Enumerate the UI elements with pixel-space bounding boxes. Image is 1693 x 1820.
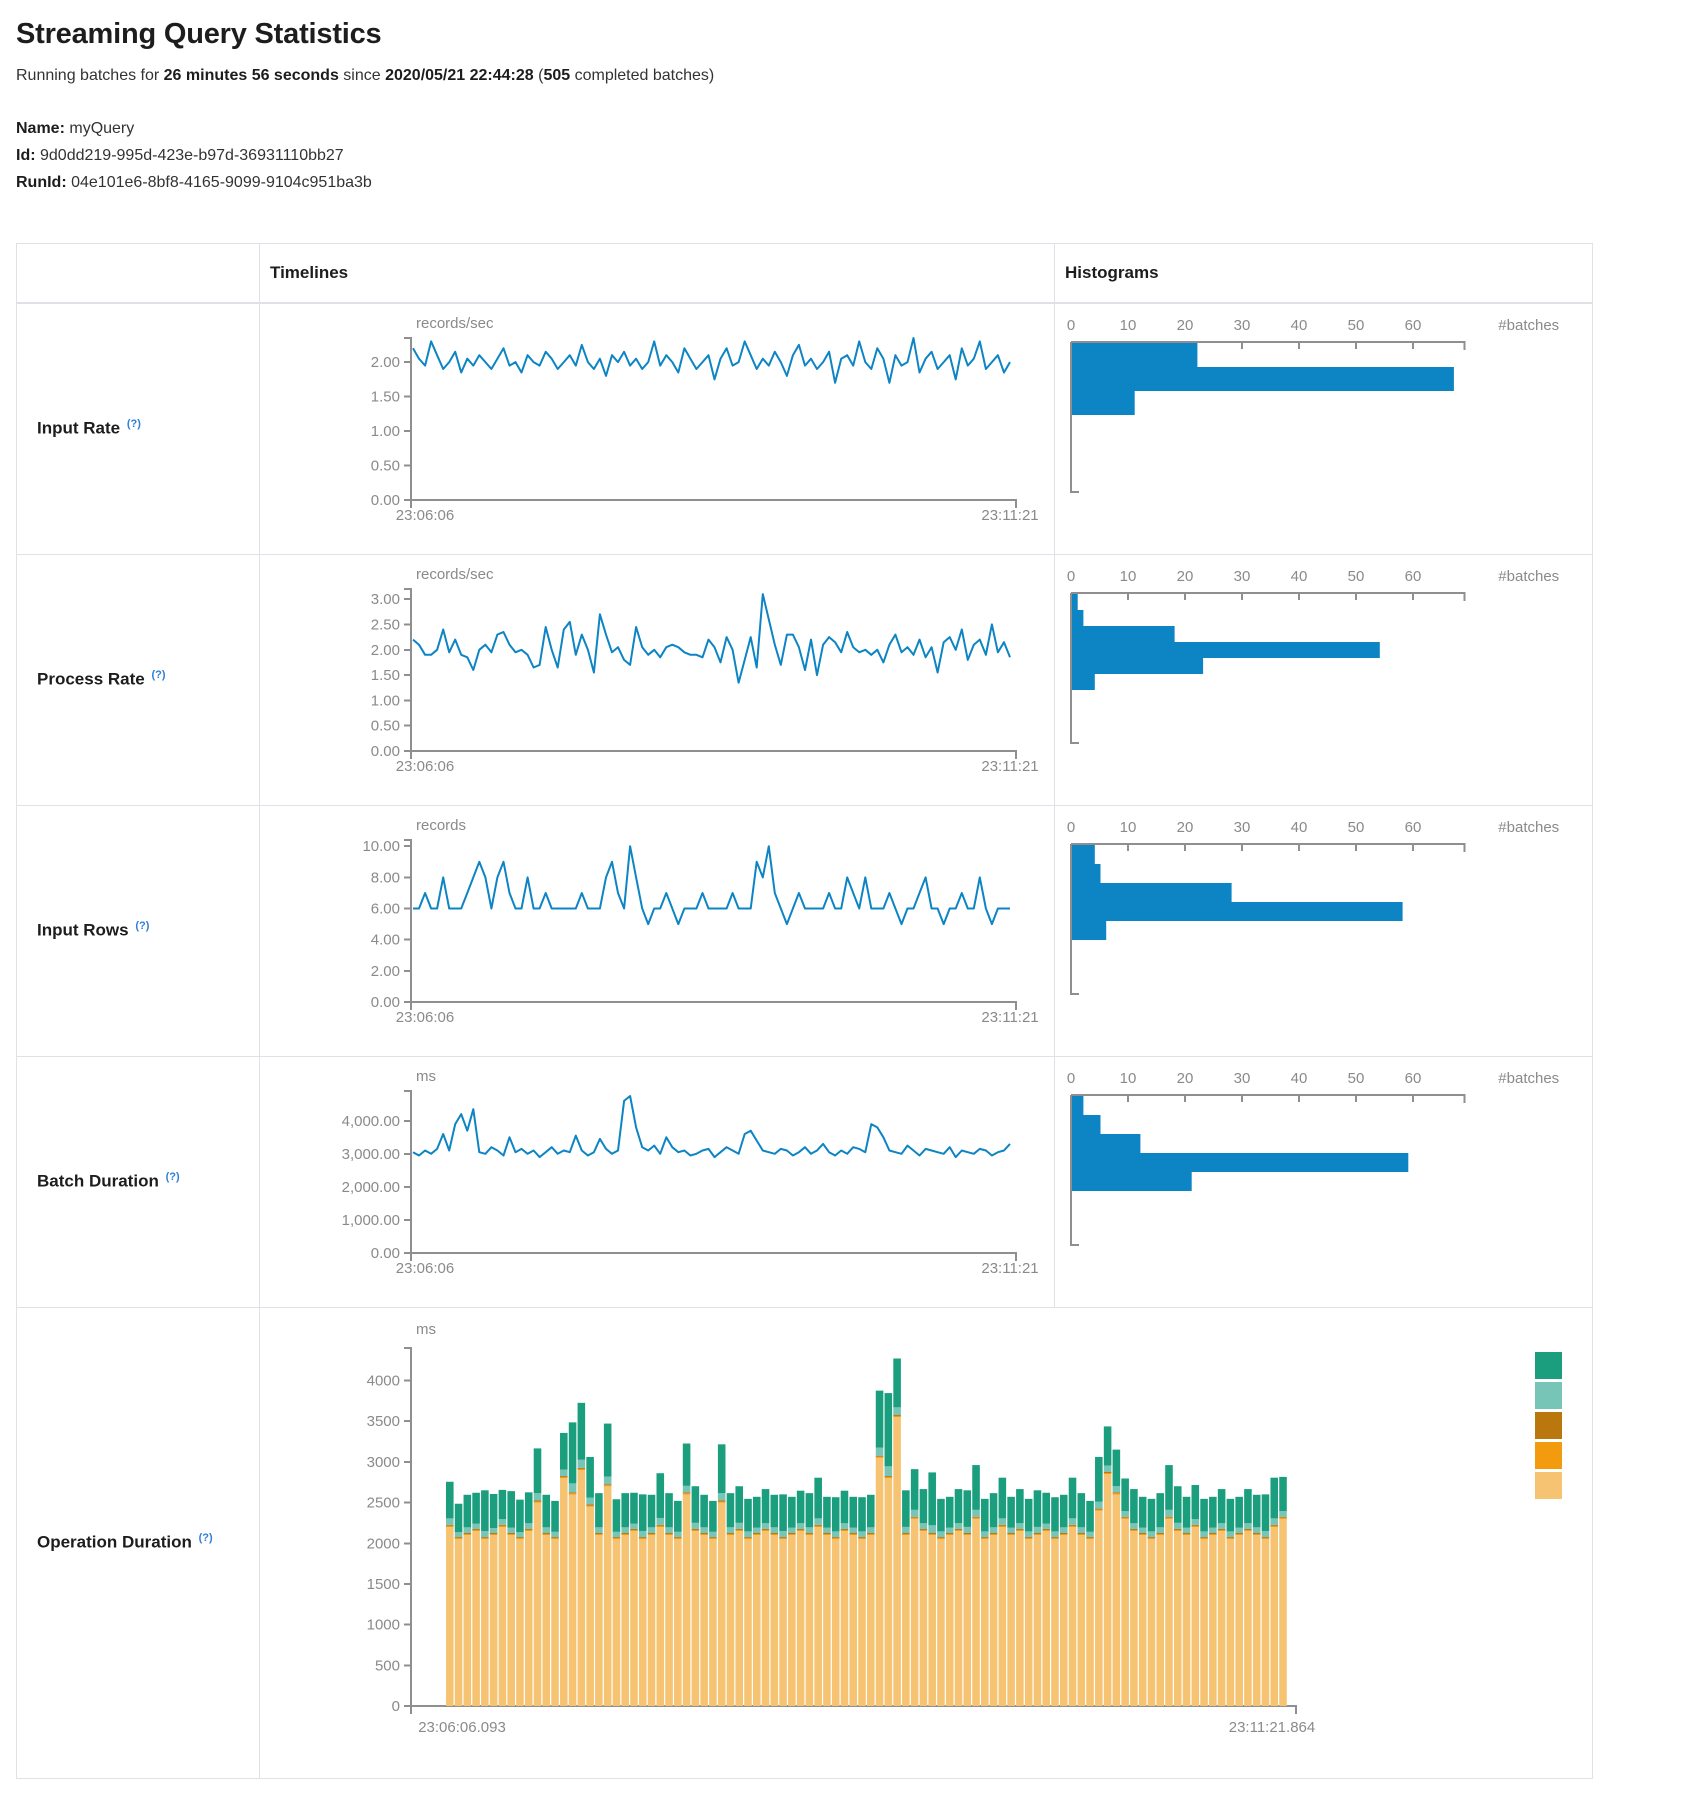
svg-text:40: 40 [1290,1069,1308,1087]
table-row-operation-duration [17,1307,1593,1778]
svg-text:8.00: 8.00 [370,868,400,886]
svg-text:23:11:21: 23:11:21 [981,757,1039,775]
svg-text:2.50: 2.50 [370,616,400,633]
query-runid-line [16,169,1676,196]
svg-text:3500: 3500 [366,1412,400,1430]
svg-text:60: 60 [1404,1069,1422,1087]
query-meta [16,115,1676,197]
svg-text:23:11:21: 23:11:21 [981,1259,1039,1277]
svg-text:60: 60 [1404,818,1422,836]
row-label-input-rows: Input Rows [37,920,129,940]
svg-text:1000: 1000 [366,1616,400,1634]
svg-text:50: 50 [1347,316,1365,334]
svg-text:ms: ms [416,1320,436,1338]
help-icon[interactable]: (?) [135,920,150,933]
query-name-label: Name: [16,120,65,137]
help-icon[interactable]: (?) [165,1171,180,1184]
metric-column-header [17,243,260,303]
process-rate-timeline-chart [260,555,1054,805]
svg-text:2,000.00: 2,000.00 [341,1178,400,1196]
input-rows-histogram-chart [1055,806,1592,1056]
status-text: Running batches for [16,67,164,84]
legend-swatch [1535,1352,1562,1379]
svg-text:500: 500 [374,1656,400,1674]
svg-text:0: 0 [1066,1069,1076,1087]
svg-text:0.00: 0.00 [370,742,400,760]
svg-text:20: 20 [1176,567,1194,585]
svg-text:30: 30 [1233,567,1251,585]
svg-text:10: 10 [1119,316,1137,334]
table-header-row [17,243,1593,303]
svg-text:23:11:21: 23:11:21 [981,1008,1039,1026]
svg-text:1.50: 1.50 [370,388,400,406]
query-runid-value: 04e101e6-8bf8-4165-9099-9104c951ba3b [71,174,372,192]
svg-text:50: 50 [1347,818,1365,836]
batch-duration-histogram-chart [1055,1057,1592,1307]
svg-text:2.00: 2.00 [370,962,400,980]
svg-text:30: 30 [1233,818,1251,836]
legend-swatch [1535,1442,1562,1469]
batch-duration-timeline-chart [260,1057,1054,1307]
svg-text:10: 10 [1119,567,1137,585]
row-label-process-rate: Process Rate [37,669,145,689]
svg-text:4000: 4000 [366,1372,400,1390]
svg-text:10: 10 [1119,818,1137,836]
svg-text:20: 20 [1176,818,1194,836]
table-row-input-rows [17,805,1593,1056]
svg-text:30: 30 [1233,1069,1251,1087]
svg-text:0: 0 [1066,567,1076,585]
svg-text:3,000.00: 3,000.00 [341,1145,400,1163]
help-icon[interactable]: (?) [151,669,166,682]
svg-text:2000: 2000 [366,1534,400,1552]
svg-text:4.00: 4.00 [370,931,400,949]
query-runid-label: RunId: [16,174,67,192]
svg-text:1.00: 1.00 [370,691,400,709]
svg-text:#batches: #batches [1498,1069,1560,1087]
svg-text:4,000.00: 4,000.00 [341,1112,400,1130]
svg-text:23:06:06: 23:06:06 [395,506,455,524]
svg-text:0.50: 0.50 [370,717,400,735]
table-row-process-rate [17,554,1593,805]
svg-text:10: 10 [1119,1069,1137,1087]
input-rows-timeline-chart [260,806,1054,1056]
svg-text:6.00: 6.00 [370,900,400,918]
query-id-value: 9d0dd219-995d-423e-b97d-36931110bb27 [40,147,344,165]
svg-text:records: records [416,816,467,834]
svg-text:23:06:06: 23:06:06 [395,757,455,775]
svg-text:0: 0 [391,1697,400,1715]
svg-text:23:06:06: 23:06:06 [395,1259,455,1277]
operation-duration-legend [1535,1352,1562,1502]
svg-text:1,000.00: 1,000.00 [341,1211,400,1229]
operation-duration-chart [260,1308,1592,1778]
input-rate-histogram-chart [1055,304,1592,554]
svg-text:1500: 1500 [366,1575,400,1593]
completed-batches-count: 505 [543,67,571,84]
timelines-column-header: Timelines [260,243,1055,303]
row-label-input-rate: Input Rate [37,418,121,438]
start-timestamp: 2020/05/21 22:44:28 [385,67,534,84]
legend-swatch [1535,1412,1562,1439]
help-icon[interactable]: (?) [126,418,141,431]
running-batches-status: Running batches for 26 minutes 56 seconds since 2020/05/21 22:44:28 (505 completed batches) [16,67,715,84]
legend-swatch [1535,1382,1562,1409]
svg-text:50: 50 [1347,567,1365,585]
svg-text:30: 30 [1233,316,1251,334]
svg-text:23:11:21.864: 23:11:21.864 [1228,1718,1316,1736]
legend-swatch [1535,1472,1562,1499]
svg-text:60: 60 [1404,316,1422,334]
svg-text:1.50: 1.50 [370,666,400,684]
svg-text:records/sec: records/sec [416,314,494,332]
running-duration: 26 minutes 56 seconds [163,67,339,84]
svg-text:3000: 3000 [366,1453,400,1471]
query-name-line [16,115,1676,142]
row-label-operation-duration: Operation Duration [37,1532,192,1552]
svg-text:20: 20 [1176,316,1194,334]
query-id-label: Id: [16,147,36,165]
svg-text:#batches: #batches [1498,567,1560,585]
svg-text:1.00: 1.00 [370,422,400,440]
svg-text:0.00: 0.00 [370,993,400,1011]
svg-text:0.00: 0.00 [370,1244,400,1262]
svg-text:#batches: #batches [1498,818,1560,836]
process-rate-histogram-chart [1055,555,1592,805]
svg-text:10.00: 10.00 [362,837,400,855]
svg-text:50: 50 [1347,1069,1365,1087]
query-id-line [16,142,1676,169]
query-name-value: myQuery [69,120,135,137]
svg-text:40: 40 [1290,818,1308,836]
svg-text:60: 60 [1404,567,1422,585]
svg-text:23:11:21: 23:11:21 [981,506,1039,524]
svg-text:20: 20 [1176,1069,1194,1087]
table-row-input-rate [17,303,1593,555]
statistics-table [16,243,1593,1779]
svg-text:23:06:06.093: 23:06:06.093 [418,1718,506,1736]
table-row-batch-duration [17,1056,1593,1307]
svg-text:2500: 2500 [366,1494,400,1512]
svg-text:0.50: 0.50 [370,457,400,475]
input-rate-timeline-chart [260,304,1054,554]
svg-text:ms: ms [416,1067,436,1085]
row-label-batch-duration: Batch Duration [37,1171,159,1191]
histograms-column-header: Histograms [1055,243,1593,303]
svg-text:40: 40 [1290,316,1308,334]
page-title: Streaming Query Statistics [16,18,382,50]
svg-text:2.00: 2.00 [370,641,400,659]
svg-text:40: 40 [1290,567,1308,585]
svg-text:#batches: #batches [1498,316,1560,334]
svg-text:0: 0 [1066,818,1076,836]
svg-text:3.00: 3.00 [370,590,400,608]
svg-text:2.00: 2.00 [370,353,400,371]
svg-text:0.00: 0.00 [370,491,400,509]
help-icon[interactable]: (?) [198,1532,213,1545]
svg-text:23:06:06: 23:06:06 [395,1008,455,1026]
svg-text:records/sec: records/sec [416,565,494,583]
svg-text:0: 0 [1066,316,1076,334]
